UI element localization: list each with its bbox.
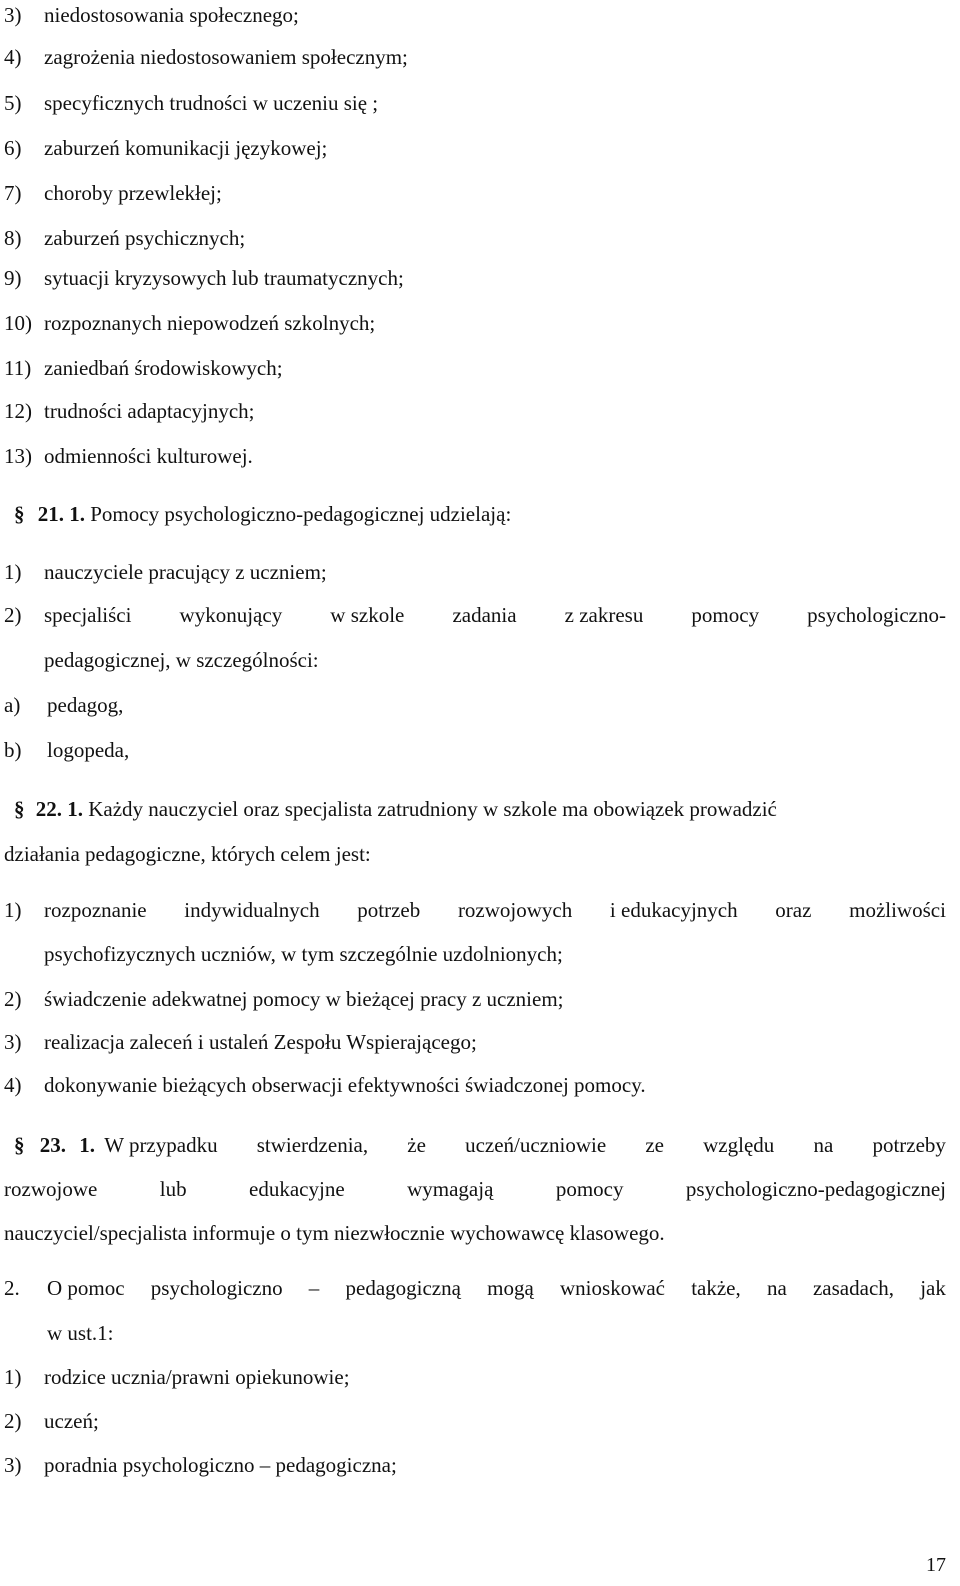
paragraph-continuation: w ust.1:	[47, 1321, 114, 1345]
list-item-text: realizacja zaleceń i ustaleń Zespołu Wspierającego;	[44, 1030, 477, 1054]
word: pomocy	[555, 1177, 624, 1201]
list-item-number: 6)	[4, 136, 22, 160]
list-item-number: 1)	[4, 560, 22, 584]
sub-item-text: logopeda,	[47, 738, 130, 762]
justified-line	[47, 1276, 946, 1301]
list-item-number: 2)	[4, 987, 22, 1011]
section-text-continuation: działania pedagogiczne, których celem jest:	[4, 842, 371, 866]
list-item-text: trudności adaptacyjnych;	[44, 399, 255, 423]
list-item-text: zaburzeń psychicznych;	[44, 226, 246, 250]
word: wykonujący	[179, 603, 283, 627]
word: W przypadku	[104, 1133, 218, 1157]
word: potrzeb	[357, 898, 421, 922]
word: psychologiczno-pedagogicznej	[685, 1177, 946, 1201]
word: potrzeby	[872, 1133, 946, 1157]
word: wnioskować	[560, 1276, 665, 1300]
list-item-number: 1)	[4, 898, 22, 922]
section-sign: §	[14, 502, 25, 526]
paragraph-number: 1.	[69, 502, 85, 526]
list-item-number: 2)	[4, 1409, 22, 1433]
section-text: Pomocy psychologiczno-pedagogicznej udzielają:	[90, 502, 512, 526]
list-item-text: zagrożenia niedostosowaniem społecznym;	[44, 45, 408, 69]
word: z zakresu	[564, 603, 644, 627]
list-item-number: 7)	[4, 181, 22, 205]
list-item-number: 10)	[4, 311, 32, 335]
list-item-number: 4)	[4, 45, 22, 69]
word: –	[308, 1276, 320, 1300]
list-item-text: rozpoznanych niepowodzeń szkolnych;	[44, 311, 376, 335]
list-item-number: 3)	[4, 3, 22, 27]
section-text: Każdy nauczyciel oraz specjalista zatrudniony w szkole ma obowiązek prowadzić	[88, 797, 777, 821]
list-item-text: odmienności kulturowej.	[44, 444, 253, 468]
word: pomocy	[691, 603, 760, 627]
word: jak	[920, 1276, 946, 1300]
word: mogą	[487, 1276, 534, 1300]
section-22-heading	[14, 797, 777, 822]
word: zadania	[452, 603, 517, 627]
section-number: 21.	[37, 502, 64, 526]
list-item-text: nauczyciele pracujący z uczniem;	[44, 560, 327, 584]
word: w szkole	[330, 603, 405, 627]
list-item-text: specyficznych trudności w uczeniu się ;	[44, 91, 379, 115]
word: specjaliści	[44, 603, 132, 627]
justified-line	[4, 1177, 946, 1202]
word: możliwości	[849, 898, 946, 922]
word: wymagają	[407, 1177, 494, 1201]
word: i edukacyjnych	[609, 898, 738, 922]
word: że	[407, 1133, 426, 1157]
list-item-number: 2)	[4, 603, 22, 627]
word: stwierdzenia,	[256, 1133, 369, 1157]
section-number: 22.	[35, 797, 62, 821]
sub-item-letter: b)	[4, 738, 22, 762]
heading-lead	[14, 1133, 218, 1158]
paragraph-number: 2.	[4, 1276, 20, 1300]
word: na	[813, 1133, 834, 1157]
word: O pomoc	[47, 1276, 125, 1300]
list-item-text: rodzice ucznia/prawni opiekunowie;	[44, 1365, 350, 1389]
word: rozwojowe	[4, 1177, 98, 1201]
word: względu	[703, 1133, 775, 1157]
list-item-number: 13)	[4, 444, 32, 468]
list-item-number: 11)	[4, 356, 32, 380]
word: edukacyjne	[249, 1177, 345, 1201]
paragraph-line: nauczyciel/specjalista informuje o tym niezwłocznie wychowawcę klasowego.	[4, 1221, 665, 1245]
word: rozpoznanie	[44, 898, 147, 922]
sub-item-text: pedagog,	[47, 693, 124, 717]
list-item-number: 8)	[4, 226, 22, 250]
list-item-number: 5)	[4, 91, 22, 115]
word: indywidualnych	[184, 898, 320, 922]
list-item-number: 3)	[4, 1453, 22, 1477]
word: także,	[691, 1276, 741, 1300]
list-item-continuation: psychofizycznych uczniów, w tym szczególnie uzdolnionych;	[44, 942, 563, 966]
list-item-number: 1)	[4, 1365, 22, 1389]
paragraph-number: 1.	[67, 797, 83, 821]
section-sign: §	[14, 1133, 25, 1157]
list-item-justified-line	[44, 603, 946, 628]
word: zasadach,	[812, 1276, 895, 1300]
word: oraz	[775, 898, 812, 922]
word: na	[766, 1276, 787, 1300]
list-item-justified-line	[44, 898, 946, 923]
list-item-number: 3)	[4, 1030, 22, 1054]
list-item-text: sytuacji kryzysowych lub traumatycznych;	[44, 266, 404, 290]
word: psychologiczno	[150, 1276, 283, 1300]
list-item-text: świadczenie adekwatnej pomocy w bieżącej pracy z uczniem;	[44, 987, 564, 1011]
page-number: 17	[926, 1554, 946, 1576]
list-item-text: dokonywanie bieżących obserwacji efektywności świadczonej pomocy.	[44, 1073, 646, 1097]
list-item-text: uczeń;	[44, 1409, 99, 1433]
section-number: 23.	[39, 1133, 66, 1157]
list-item-text: poradnia psychologiczno – pedagogiczna;	[44, 1453, 397, 1477]
list-item-number: 4)	[4, 1073, 22, 1097]
section-sign: §	[14, 797, 25, 821]
list-item-number: 9)	[4, 266, 22, 290]
word: lub	[159, 1177, 187, 1201]
word: rozwojowych	[457, 898, 573, 922]
list-item-text: niedostosowania społecznego;	[44, 3, 299, 27]
list-item-text: zaburzeń komunikacji językowej;	[44, 136, 328, 160]
word: ze	[645, 1133, 664, 1157]
section-21-heading	[14, 502, 511, 527]
list-item-number: 12)	[4, 399, 32, 423]
list-item-continuation: pedagogicznej, w szczególności:	[44, 648, 319, 672]
sub-item-letter: a)	[4, 693, 21, 717]
word: pedagogiczną	[345, 1276, 461, 1300]
section-23-heading	[14, 1133, 946, 1158]
word: psychologiczno-	[807, 603, 946, 627]
paragraph-number: 1.	[79, 1133, 95, 1157]
list-item-text: zaniedbań środowiskowych;	[44, 356, 283, 380]
word: uczeń/uczniowie	[465, 1133, 607, 1157]
list-item-text: choroby przewlekłej;	[44, 181, 222, 205]
